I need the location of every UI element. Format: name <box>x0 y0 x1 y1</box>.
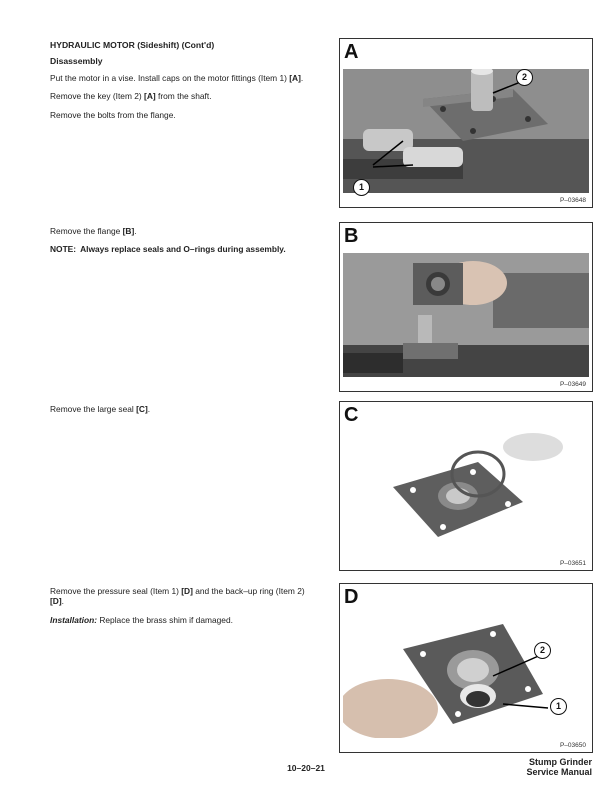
section-a-text <box>50 40 312 128</box>
section-d-text <box>50 586 312 633</box>
step-a1-text: Put the motor in a vise. Install caps on the motor fittings (Item 1) <box>50 72 287 83</box>
figure-c <box>339 401 593 571</box>
step-a2-text: Remove the key (Item 2) <box>50 91 142 102</box>
step-b1 <box>50 226 312 236</box>
figure-ref: [D] <box>181 586 193 596</box>
figure-b <box>339 222 593 392</box>
page-title: HYDRAULIC MOTOR (Sideshift) (Cont'd) <box>50 40 215 50</box>
step-a2 <box>50 91 312 101</box>
figure-caption: P–03651 <box>559 560 586 567</box>
section-c-text <box>50 404 312 422</box>
callout-1: 1 <box>353 179 370 196</box>
page-number: 10–20–21 <box>287 763 325 773</box>
figure-letter: B <box>344 225 359 247</box>
step-a1-end: . <box>300 72 304 83</box>
figure-caption: P–03650 <box>559 742 586 749</box>
section-b-text <box>50 226 312 255</box>
figure-c-photo <box>343 432 589 556</box>
step-d1-text: Remove the pressure seal (Item 1) <box>50 586 179 596</box>
step-d1-mid: and the back–up ring (Item 2) <box>195 586 305 596</box>
manual-title-line2: Service Manual <box>526 767 592 777</box>
installation-note <box>50 615 312 625</box>
note <box>50 244 312 254</box>
figure-d <box>339 583 593 753</box>
callout-1: 1 <box>550 698 567 715</box>
installation-text: Replace the brass shim if damaged. <box>99 614 233 625</box>
figure-a <box>339 38 593 208</box>
figure-ref: [D] <box>50 596 62 607</box>
step-a1 <box>50 73 312 83</box>
step-b1-end: . <box>134 226 137 236</box>
figure-ref: [A] <box>144 91 156 102</box>
section-subtitle: Disassembly <box>50 56 103 67</box>
figure-caption: P–03649 <box>559 381 586 388</box>
figure-ref: [B] <box>122 226 135 236</box>
figure-b-photo <box>343 253 589 377</box>
manual-title-line1: Stump Grinder <box>528 757 592 767</box>
installation-label: Installation: <box>50 614 97 625</box>
manual-title <box>526 757 592 777</box>
step-d1 <box>50 586 312 607</box>
figure-ref: [A] <box>289 72 301 83</box>
figure-letter: C <box>344 404 359 426</box>
step-a2-end: from the shaft. <box>158 91 212 102</box>
callout-2: 2 <box>534 642 551 659</box>
figure-letter: D <box>344 586 359 608</box>
figure-letter: A <box>344 41 359 63</box>
note-label: NOTE: <box>50 244 77 255</box>
figure-d-photo <box>343 614 589 738</box>
step-b1-text: Remove the flange <box>50 226 121 236</box>
step-c1 <box>50 404 312 414</box>
figure-a-photo <box>343 69 589 193</box>
step-c1-text: Remove the large seal <box>50 404 134 414</box>
step-d1-end: . <box>61 596 64 607</box>
figure-caption: P–03648 <box>559 197 586 204</box>
figure-ref: [C] <box>136 404 148 414</box>
step-a3: Remove the bolts from the flange. <box>50 109 176 120</box>
note-text: Always replace seals and O–rings during assembly. <box>80 244 286 255</box>
callout-2: 2 <box>516 69 533 86</box>
step-c1-end: . <box>147 404 151 414</box>
